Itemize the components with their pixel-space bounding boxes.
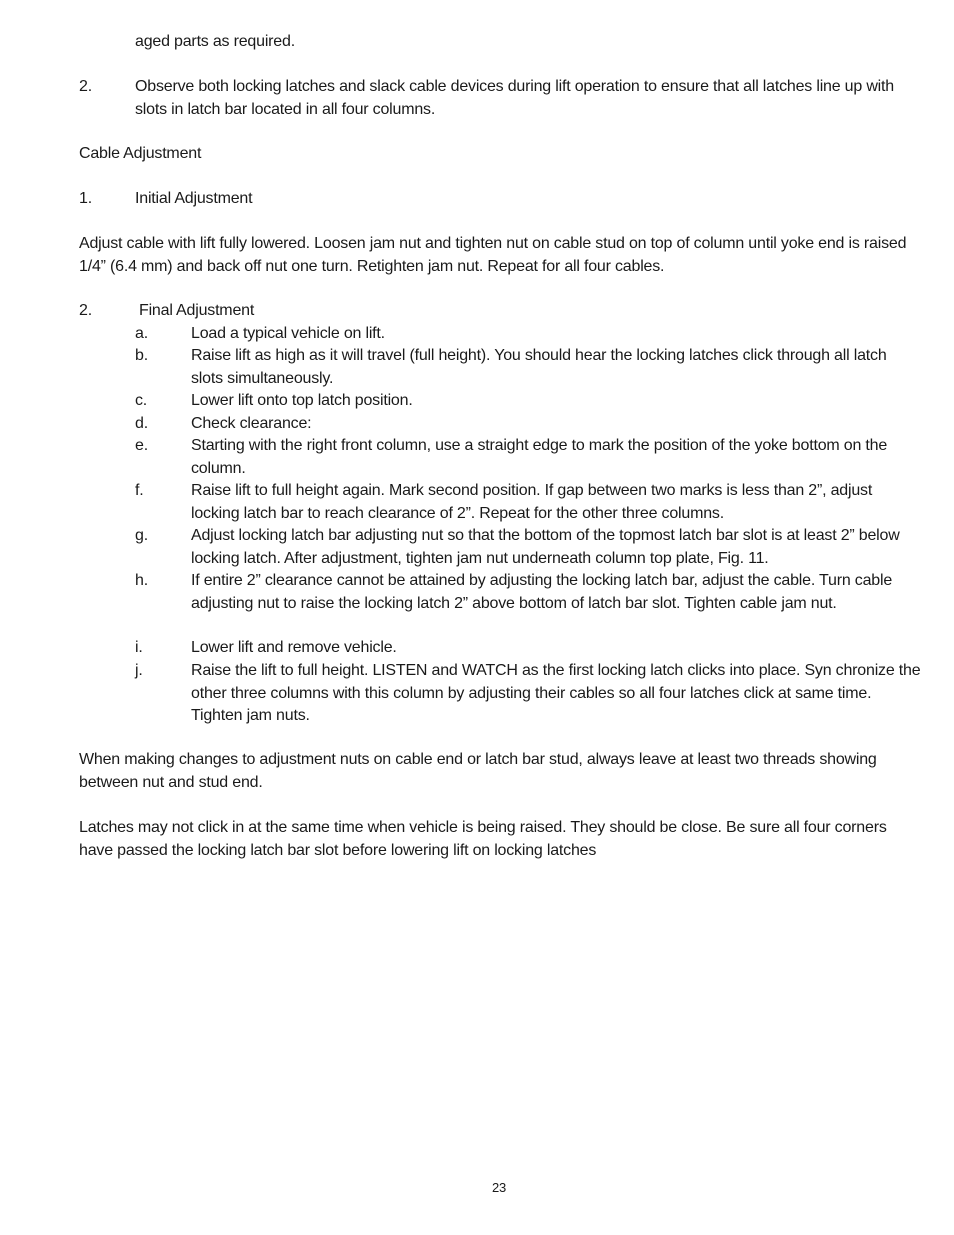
initial-adjustment-title: Initial Adjustment — [135, 190, 253, 207]
step-label: h. — [135, 572, 148, 589]
step-label: c. — [135, 392, 148, 409]
item-2-text: Observe both locking latches and slack cable devices during lift operation to ensure that all latches line up with slots in latch bar located in all four columns. — [135, 78, 894, 118]
step-label: d. — [135, 415, 148, 432]
step-text: If entire 2” clearance cannot be attained by adjusting the locking latch bar, adjust the cable. Turn cable adjusting nut to raise the locking latch 2” above bottom of latch bar slot. Tighten cable jam nut. — [191, 572, 893, 612]
step-text: Starting with the right front column, use a straight edge to mark the position of the yoke bottom on the column. — [191, 437, 888, 477]
step-label: a. — [135, 325, 148, 342]
step-text: Load a typical vehicle on lift. — [191, 325, 385, 342]
initial-adjustment-number: 1. — [79, 190, 92, 207]
item-2-number: 2. — [79, 78, 92, 95]
step-text: Adjust locking latch bar adjusting nut so that the bottom of the topmost latch bar slot is at least 2” below locking latch. After adjustment, tighten jam nut underneath column top plate, Fig. 11. — [191, 527, 900, 567]
note-threads: When making changes to adjustment nuts on cable end or latch bar stud, always leave at least two threads showing between nut and stud end. — [79, 751, 877, 791]
step-text: Check clearance: — [191, 415, 312, 432]
step-text: Lower lift and remove vehicle. — [191, 639, 397, 656]
continuation-text: aged parts as required. — [135, 33, 295, 50]
step-label: f. — [135, 482, 144, 499]
step-text: Raise the lift to full height. LISTEN and WATCH as the first locking latch clicks into place. Syn chronize the other three columns with this column by adjusting their cables so all four latches click at same time. Tighten jam nuts. — [191, 662, 921, 724]
step-text: Raise lift to full height again. Mark second position. If gap between two marks is less than 2”, adjust locking latch bar to reach clearance of 2”. Repeat for the other three columns. — [191, 482, 873, 522]
note-latches: Latches may not click in at the same time when vehicle is being raised. They should be close. Be sure all four corners have passed the locking latch bar slot before lowering lift on locking latches — [79, 819, 887, 859]
initial-adjustment-body: Adjust cable with lift fully lowered. Loosen jam nut and tighten nut on cable stud on top of column until yoke end is raised 1/4” (6.4 mm) and back off nut one turn. Retighten jam nut. Repeat for all four cables. — [79, 235, 907, 275]
final-adjustment-number: 2. — [79, 302, 92, 319]
step-label: e. — [135, 437, 148, 454]
page-number: 23 — [491, 1180, 507, 1195]
step-text: Raise lift as high as it will travel (full height). You should hear the locking latches click through all latch slots simultaneously. — [191, 347, 887, 387]
step-label: j. — [135, 662, 143, 679]
step-text: Lower lift onto top latch position. — [191, 392, 413, 409]
step-label: i. — [135, 639, 143, 656]
section-heading: Cable Adjustment — [79, 145, 202, 162]
final-adjustment-title: Final Adjustment — [139, 302, 255, 319]
step-label: g. — [135, 527, 148, 544]
step-label: b. — [135, 347, 148, 364]
